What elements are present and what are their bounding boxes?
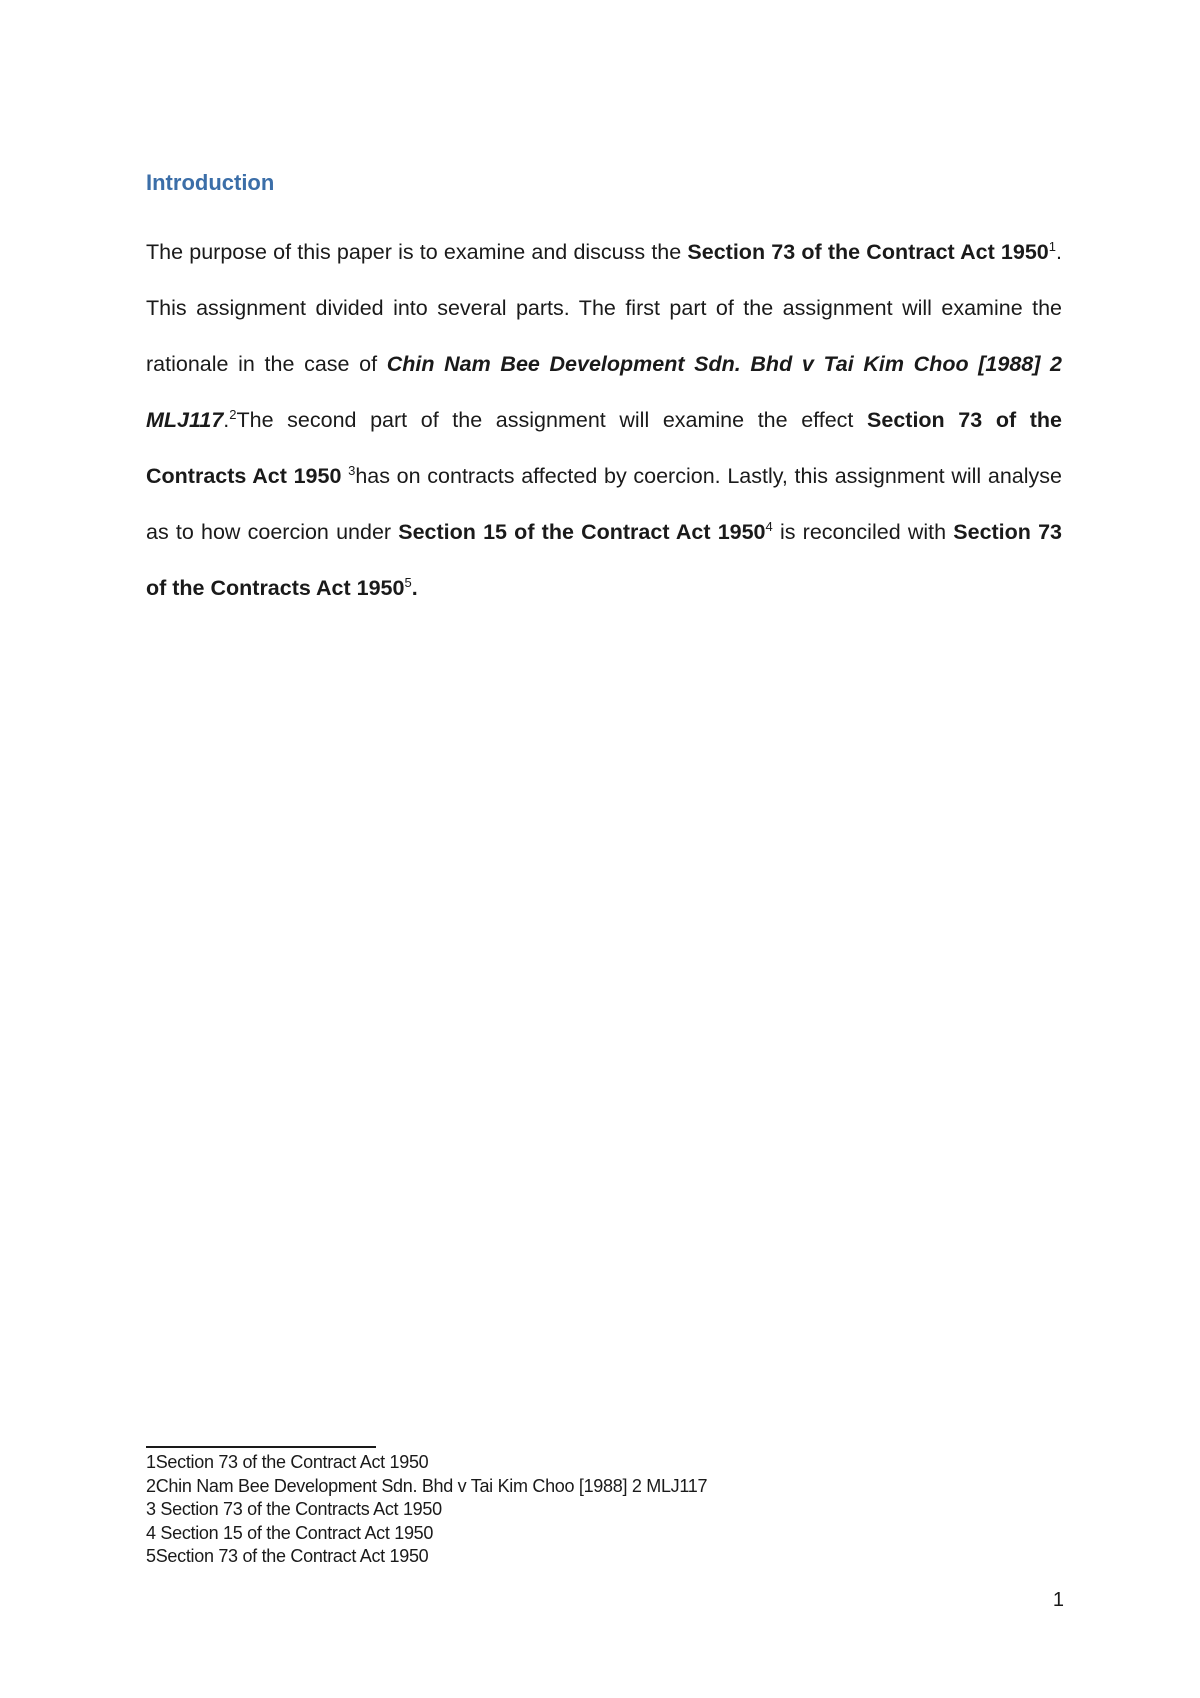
footnote-list	[146, 1451, 707, 1569]
paragraph-run: .	[223, 408, 230, 432]
paragraph-run: has on contracts affected by coercion. Lastly, this assignment will analyse as to how coercion under	[146, 464, 1062, 544]
footnote-reference: 3	[348, 462, 356, 478]
footnote-item: 3 Section 73 of the Contracts Act 1950	[146, 1499, 442, 1519]
paragraph-run: Section 73 of the Contracts Act 1950	[146, 520, 1063, 600]
paragraph-run: Section 15 of the Contract Act 1950	[398, 520, 766, 544]
footnote-separator	[146, 1446, 376, 1448]
footnote-item: 4 Section 15 of the Contract Act 1950	[146, 1522, 434, 1543]
paragraph-run: is reconciled with	[772, 520, 954, 544]
intro-paragraph	[146, 224, 1062, 616]
paragraph-run: The second part of the assignment will examine the effect	[236, 408, 868, 432]
paragraph-run: .	[411, 576, 418, 600]
paragraph-run: Section 73 of the Contracts Act 1950	[146, 408, 1062, 488]
footnote-reference: 5	[404, 574, 412, 590]
paragraph-run: . This assignment divided into several parts. The first part of the assignment will examine the rationale in the case of	[146, 240, 1062, 376]
footnote-reference: 1	[1048, 238, 1056, 254]
paragraph-run: The purpose of this paper is to examine and discuss the	[146, 240, 688, 264]
page-number: 1	[1052, 1589, 1064, 1611]
footnote-item: 1Section 73 of the Contract Act 1950	[146, 1452, 429, 1472]
footnote-reference: 2	[229, 406, 237, 422]
paragraph-run: Chin Nam Bee Development Sdn. Bhd v Tai Kim Choo [1988] 2 MLJ117	[146, 352, 1063, 432]
paragraph-run: Section 73 of the Contract Act 1950	[687, 240, 1049, 264]
section-heading: Introduction	[146, 170, 275, 195]
footnote-reference: 4	[765, 518, 773, 534]
footnote-item: 2Chin Nam Bee Development Sdn. Bhd v Tai Kim Choo [1988] 2 MLJ117	[146, 1475, 708, 1496]
footnote-item: 5Section 73 of the Contract Act 1950	[146, 1546, 429, 1566]
